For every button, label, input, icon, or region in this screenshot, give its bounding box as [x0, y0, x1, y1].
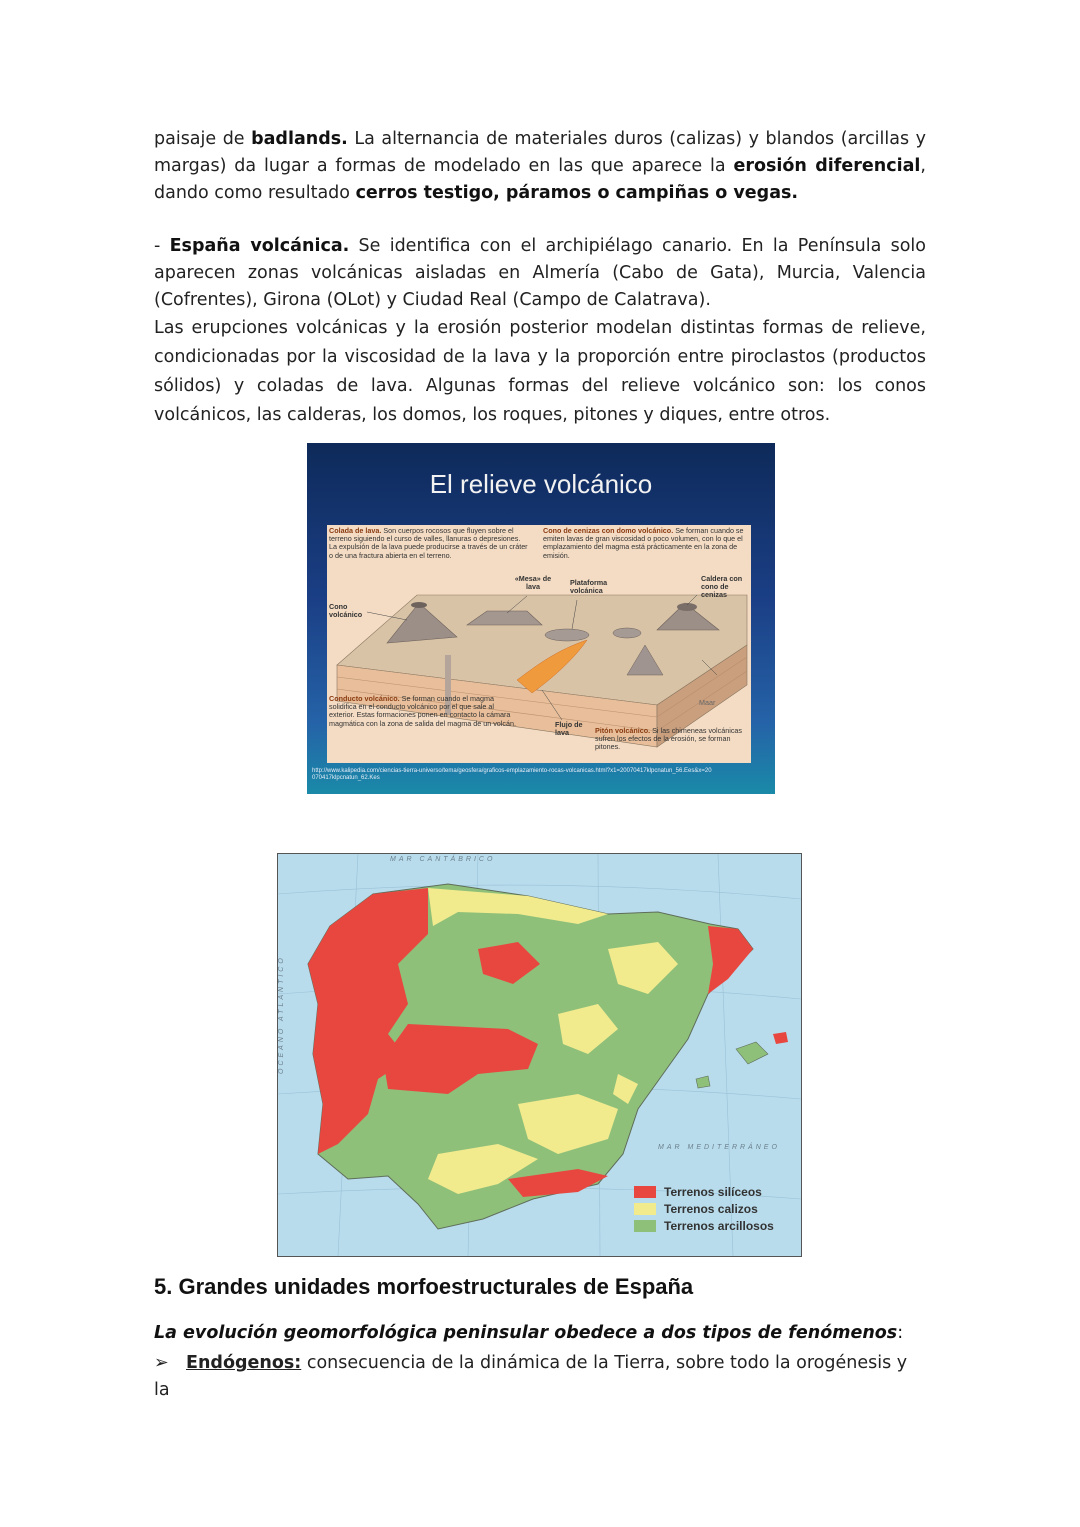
label-cono-cenizas: Cono de cenizas con domo volcánico. Se forman cuando se emiten lavas de gran viscosidad o poco volumen, con lo que el emplazamiento del magma está prácticamente en la zona de emisión.: [543, 526, 744, 560]
bullet-endogenos: ➢ Endógenos: consecuencia de la dinámica de la Tierra, sobre todo la orogénesis y la: [154, 1350, 926, 1404]
figure-title: El relieve volcánico: [429, 469, 653, 499]
page-text: [154, 126, 926, 430]
label-conducto: Conducto volcánico. Se forman cuando el magma solidifica en el conducto volcánico por el que sale al exterior. Estas formaciones ponen en contacto la cámara magmática con la zona de salida del magma de un volcán.: [329, 694, 516, 728]
paragraph-erupciones: Las erupciones volcánicas y la erosión posterior modelan distintas formas de relieve, condicionadas por la viscosidad de la lava y la proporción entre piroclastos (productos sólidos) y coladas de lava. Algunas formas del relieve volcánico son: los conos volcánicos, las calderas, los domos, los roques, pitones y diques, entre otros.: [154, 318, 926, 425]
label-cono-volcanico: Cono volcánico: [329, 602, 363, 620]
paragraph-espana-volcanica: - España volcánica. Se identifica con el archipiélago canario. En la Península solo aparecen zonas volcánicas aisladas en Almería (Cabo de Gata), Murcia, Valencia (Cofrentes), Girona (OLot) y Ciudad Real (Campo de Calatrava).: [154, 236, 926, 310]
volcanic-relief-figure: [307, 443, 775, 794]
label-colada: Colada de lava. Son cuerpos rocosos que fluyen sobre el terreno siguiendo el curso de valles, llanuras o depresiones. La expulsión de la lava puede producirse a través de un cráter o de una fractura abierta en el terreno.: [329, 526, 528, 560]
volcanic-diagram: [327, 525, 751, 763]
label-maar: Maar: [699, 698, 716, 707]
label-plataforma: Plataforma volcánica: [570, 578, 608, 596]
paragraph-badlands: paisaje de badlands. La alternancia de materiales duros (calizas) y blandos (arcillas y margas) da lugar a formas de modelado en las que aparece la erosión diferencial, dando como resultado cerros testigo, páramos o campiñas o vegas.: [154, 129, 926, 203]
bullet-arrow-icon: ➢: [154, 1353, 169, 1373]
map-legend: [634, 1183, 774, 1234]
label-flujo: Flujo de lava: [555, 720, 583, 738]
label-sea-west: OCÉANO ATLÁNTICO: [278, 955, 285, 1074]
section-intro: La evolución geomorfológica peninsular obedece a dos tipos de fenómenos:: [154, 1323, 904, 1343]
section-heading: 5. Grandes unidades morfoestructurales de España: [154, 1274, 694, 1299]
legend-item-siliceous: Terrenos silíceos: [634, 1183, 774, 1200]
legend-item-clay: Terrenos arcillosos: [634, 1217, 774, 1234]
label-mesa: «Mesa» de lava: [514, 574, 552, 592]
legend-item-calcareous: Terrenos calizos: [634, 1200, 774, 1217]
label-sea-north: MAR CANTÁBRICO: [390, 856, 496, 863]
label-caldera: Caldera con cono de cenizas: [701, 574, 743, 600]
lithology-map: [277, 853, 802, 1257]
label-piton: Pitón volcánico. Si las chimeneas volcánicas sufren los efectos de la erosión, se forman pitones.: [595, 726, 743, 752]
label-sea-east: MAR MEDITERRÁNEO: [658, 1144, 780, 1151]
figure-source-url: http://www.kalipedia.com/ciencias-tierra-universo/tema/geosfera/graficos-emplazamiento-rocas-volcanicas.html?x1=20070417klpcnatun_56.Ees&x=20070417klpcnatun_62.Kes: [312, 768, 712, 781]
